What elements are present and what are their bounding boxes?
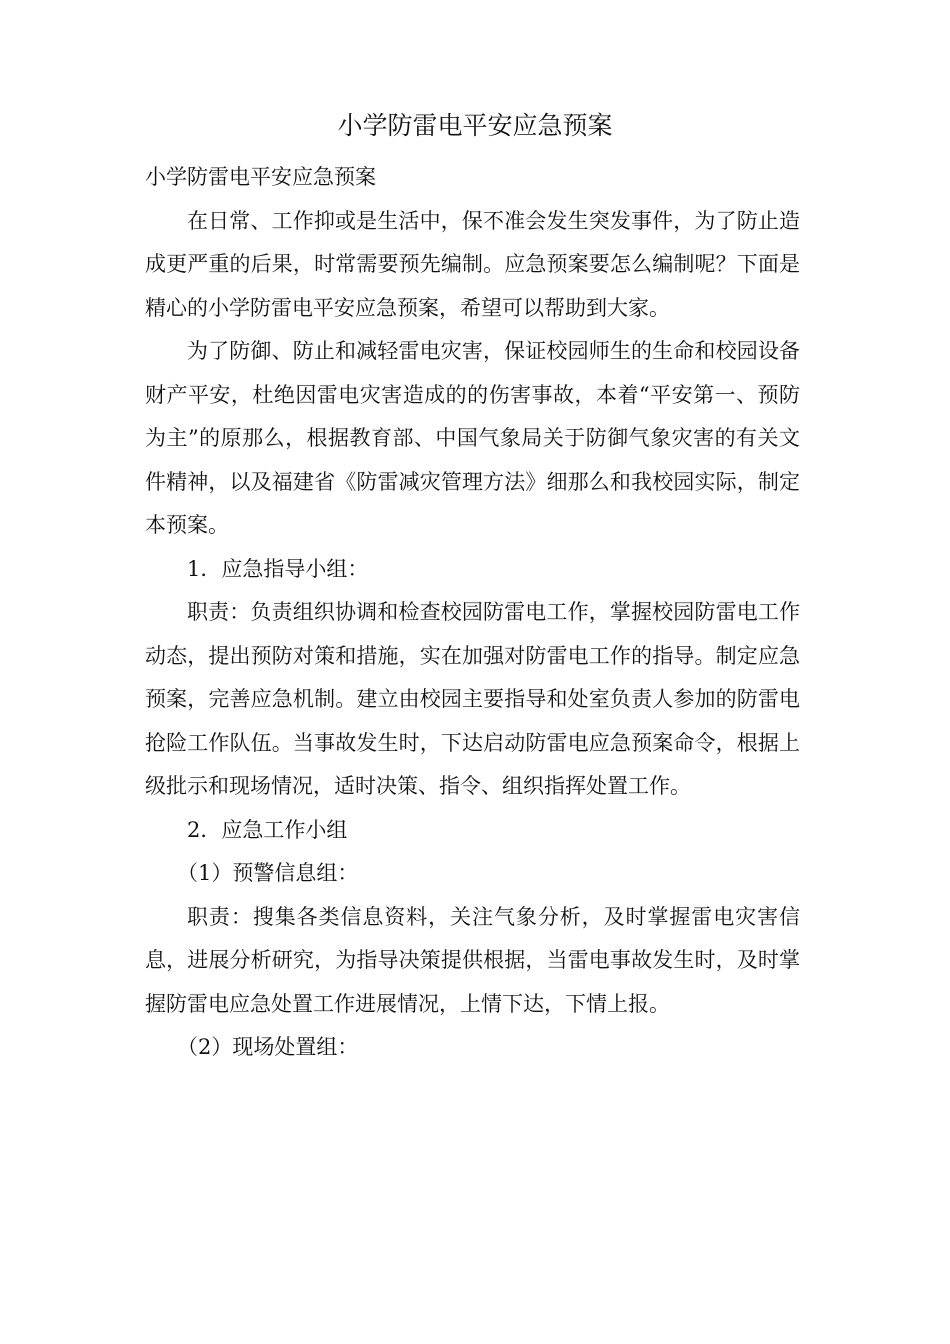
section-heading-2: 2．应急工作小组 <box>187 817 348 842</box>
leadership-duties-paragraph: 职责：负责组织协调和检查校园防雷电工作，掌握校园防雷电工作动态，提出预防对策和措施，实在加强对防雷电工作的指导。制定应急预案，完善应急机制。建立由校园主要指导和处室负责人参加的防雷电抢险工作队伍。当事故发生时，下达启动防雷电应急预案命令，根据上级批示和现场情况，适时决策、指令、组织指挥处置工作。 <box>145 600 800 798</box>
warning-duties-paragraph: 职责：搜集各类信息资料，关注气象分析，及时掌握雷电灾害信息，进展分析研究，为指导决策提供根据，当雷电事故发生时，及时掌握防雷电应急处置工作进展情况，上情下达，下情上报。 <box>145 904 800 1016</box>
intro-paragraph: 在日常、工作抑或是生活中，保不准会发生突发事件，为了防止造成更严重的后果，时常需要预先编制。应急预案要怎么编制呢？下面是精心的小学防雷电平安应急预案，希望可以帮助到大家。 <box>145 208 800 320</box>
document-body <box>145 156 800 1070</box>
subtitle-paragraph: 小学防雷电平安应急预案 <box>145 165 376 189</box>
subsection-heading-1: （1）预警信息组： <box>177 861 359 885</box>
document-title: 小学防雷电平安应急预案 <box>337 111 613 140</box>
section-heading-1: 1．应急指导小组： <box>187 556 369 581</box>
purpose-paragraph: 为了防御、防止和减轻雷电灾害，保证校园师生的生命和校园设备财产平安，杜绝因雷电灾害造成的的伤害事故，本着“平安第一、预防为主”的原那么，根据教育部、中国气象局关于防御气象灾害的有关文件精神，以及福建省《防雷减灾管理方法》细那么和我校园实际，制定本预案。 <box>145 339 800 537</box>
subsection-heading-2: （2）现场处置组： <box>177 1035 359 1059</box>
